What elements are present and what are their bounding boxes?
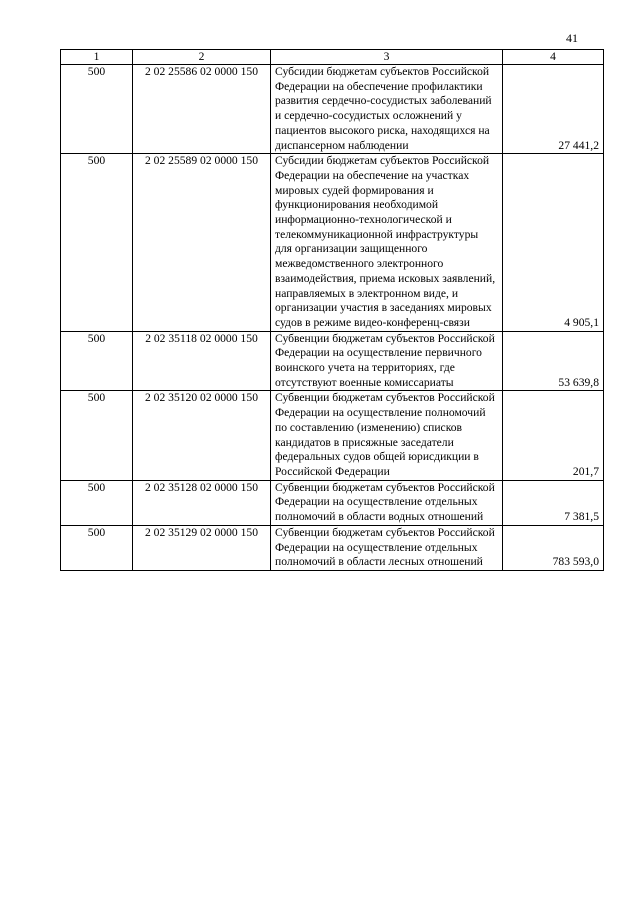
- classification-cell: 2 02 35118 02 0000 150: [133, 331, 271, 391]
- table-row: [61, 525, 604, 570]
- column-header-2: 2: [133, 50, 271, 65]
- table-header-row: [61, 50, 604, 65]
- name-cell: Субсидии бюджетам субъектов Российской Федерации на обеспечение на участках мировых судей формирования и функционирования необходимой информационно-технологической и телекоммуникационной инфраструктуры для организации защищенного межведомственного электронного взаимодействия, приема исковых заявлений, направляемых в электронном виде, и организации участия в заседаниях мировых судов в режиме видео-конференц-связи: [271, 154, 503, 331]
- name-cell: Субвенции бюджетам субъектов Российской Федерации на осуществление первичного воинского учета на территориях, где отсутствуют военные комиссариаты: [271, 331, 503, 391]
- column-header-4: 4: [503, 50, 604, 65]
- table-row: [61, 154, 604, 331]
- name-cell: Субвенции бюджетам субъектов Российской Федерации на осуществление отдельных полномочий в области водных отношений: [271, 480, 503, 525]
- classification-cell: 2 02 35120 02 0000 150: [133, 391, 271, 480]
- column-header-1: 1: [61, 50, 133, 65]
- amount-cell: 4 905,1: [503, 154, 604, 331]
- classification-cell: 2 02 25586 02 0000 150: [133, 65, 271, 154]
- page-number: 41: [566, 31, 578, 45]
- name-cell: Субвенции бюджетам субъектов Российской Федерации на осуществление отдельных полномочий в области лесных отношений: [271, 525, 503, 570]
- amount-cell: 53 639,8: [503, 331, 604, 391]
- name-cell: Субвенции бюджетам субъектов Российской Федерации на осуществление полномочий по составлению (изменению) списков кандидатов в присяжные заседатели федеральных судов общей юрисдикции в Российской Федерации: [271, 391, 503, 480]
- code-cell: 500: [61, 65, 133, 154]
- budget-table: [60, 49, 604, 571]
- code-cell: 500: [61, 480, 133, 525]
- column-header-3: 3: [271, 50, 503, 65]
- amount-cell: 201,7: [503, 391, 604, 480]
- table-row: [61, 65, 604, 154]
- table-row: [61, 391, 604, 480]
- code-cell: 500: [61, 391, 133, 480]
- code-cell: 500: [61, 154, 133, 331]
- classification-cell: 2 02 25589 02 0000 150: [133, 154, 271, 331]
- code-cell: 500: [61, 525, 133, 570]
- name-cell: Субсидии бюджетам субъектов Российской Федерации на обеспечение профилактики развития сердечно-сосудистых заболеваний и сердечно-сосудистых осложнений у пациентов высокого риска, находящихся на диспансерном наблюдении: [271, 65, 503, 154]
- classification-cell: 2 02 35128 02 0000 150: [133, 480, 271, 525]
- table-row: [61, 480, 604, 525]
- amount-cell: 7 381,5: [503, 480, 604, 525]
- amount-cell: 783 593,0: [503, 525, 604, 570]
- classification-cell: 2 02 35129 02 0000 150: [133, 525, 271, 570]
- code-cell: 500: [61, 331, 133, 391]
- amount-cell: 27 441,2: [503, 65, 604, 154]
- table-row: [61, 331, 604, 391]
